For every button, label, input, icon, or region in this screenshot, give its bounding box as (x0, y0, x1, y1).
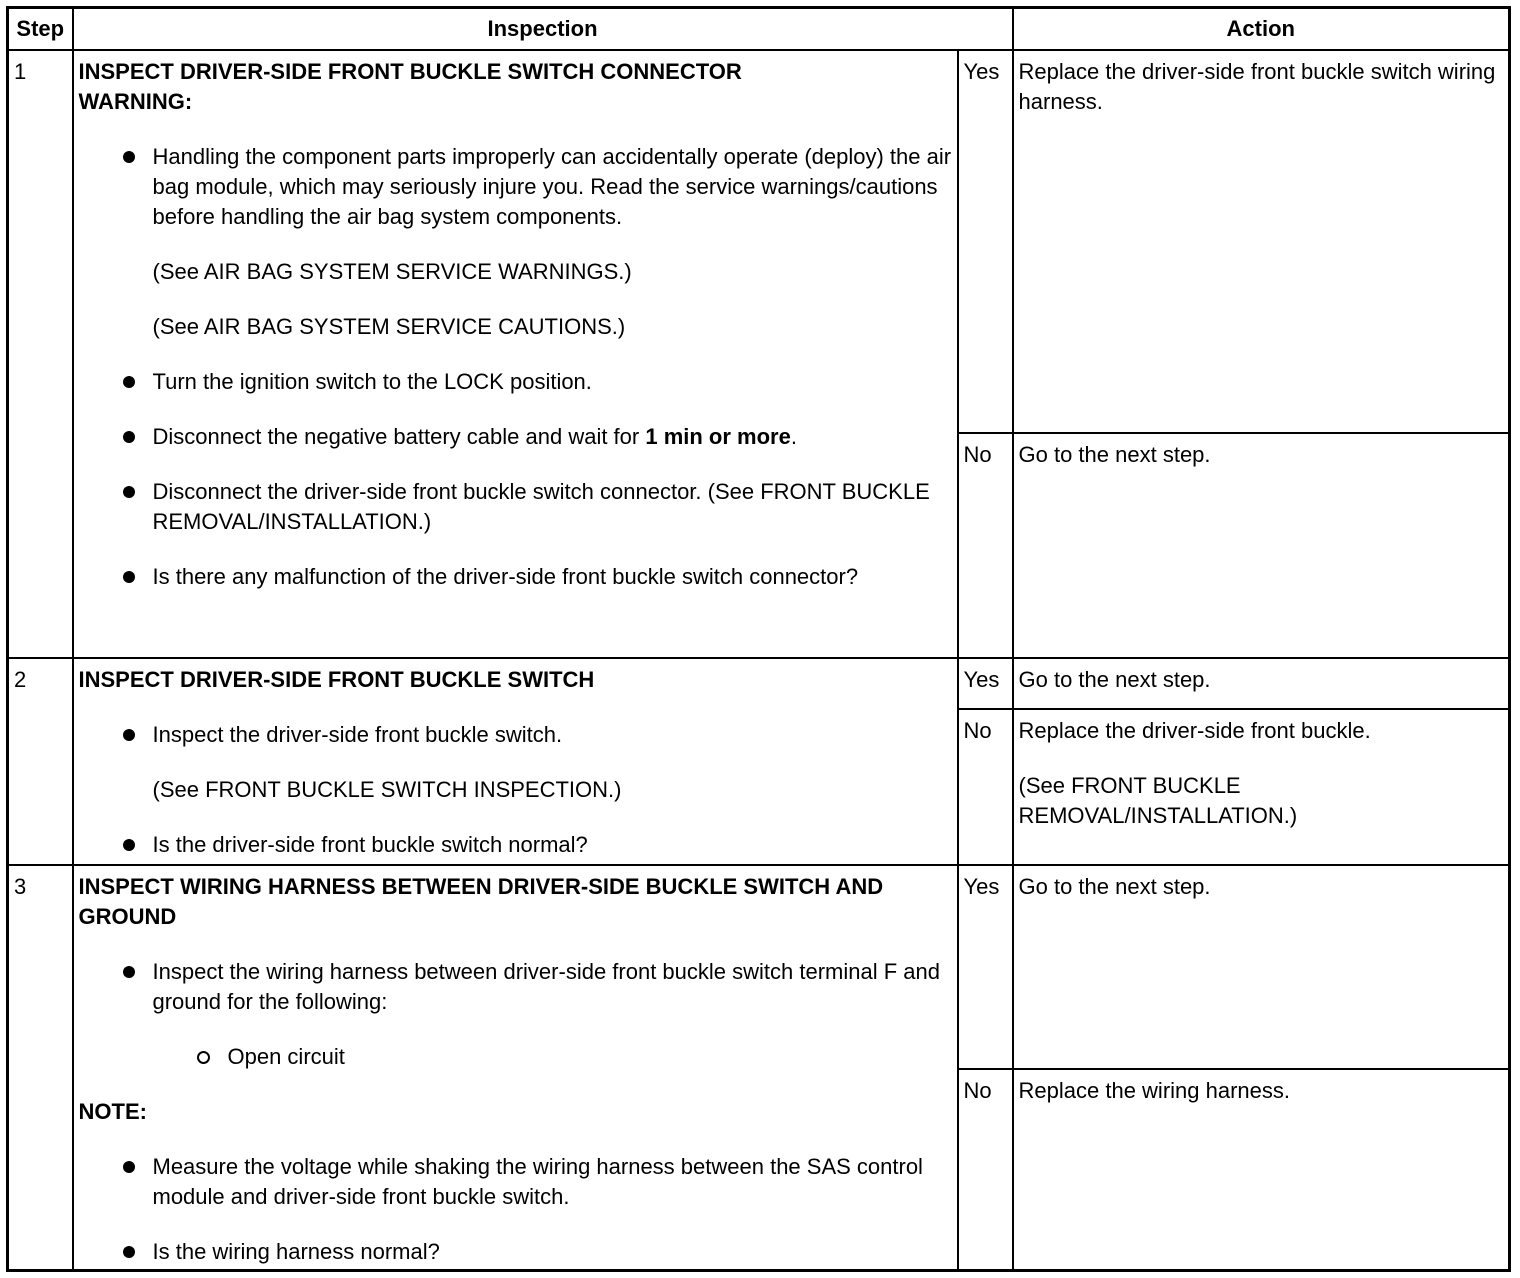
bullet-item: Is the driver-side front buckle switch normal? (79, 830, 952, 860)
step-2-inspection (73, 658, 958, 865)
reference-text: (See AIR BAG SYSTEM SERVICE CAUTIONS.) (152, 314, 626, 339)
step-title: INSPECT DRIVER-SIDE FRONT BUCKLE SWITCH CONNECTOR (78, 59, 742, 84)
reference-text: (See FRONT BUCKLE REMOVAL/INSTALLATION.) (1018, 773, 1298, 828)
step-3-inspection (73, 865, 958, 1271)
header-step: Step (8, 8, 73, 51)
action-yes: Replace the driver-side front buckle switch wiring harness. (1013, 50, 1510, 433)
warning-label: WARNING: (78, 89, 193, 114)
result-no: No (958, 709, 1013, 865)
bullet-item: Disconnect the driver-side front buckle switch connector. (See FRONT BUCKLE REMOVAL/INSTALLATION.) (79, 477, 952, 537)
bullet-list (79, 1237, 952, 1267)
bullet-item: Measure the voltage while shaking the wiring harness between the SAS control module and driver-side front buckle switch. (79, 1152, 952, 1212)
bullet-item: Inspect the driver-side front buckle switch. (79, 720, 952, 750)
diagnostic-table (6, 6, 1511, 1272)
action-yes: Go to the next step. (1013, 865, 1510, 1069)
sub-bullet-list (79, 1042, 952, 1072)
step-number: 1 (8, 50, 73, 658)
bullet-item: Turn the ignition switch to the LOCK position. (79, 367, 952, 397)
result-no: No (958, 433, 1013, 658)
result-yes: Yes (958, 658, 1013, 709)
step-1-inspection (73, 50, 958, 658)
result-no: No (958, 1069, 1013, 1271)
step-number: 3 (8, 865, 73, 1271)
header-inspection: Inspection (73, 8, 1013, 51)
step-1-yes-row (8, 50, 1510, 433)
bullet-list (79, 422, 952, 452)
result-yes: Yes (958, 50, 1013, 433)
action-yes: Go to the next step. (1013, 658, 1510, 709)
bullet-item: Inspect the wiring harness between driver-side front buckle switch terminal F and ground for the following: (79, 957, 952, 1017)
bullet-item: Handling the component parts improperly can accidentally operate (deploy) the air bag module, which may seriously injure you. Read the service warnings/cautions before handling the air bag system components. (79, 142, 952, 232)
step-title: INSPECT DRIVER-SIDE FRONT BUCKLE SWITCH (78, 667, 595, 692)
bullet-item: Is there any malfunction of the driver-side front buckle switch connector? (79, 562, 952, 592)
step-number: 2 (8, 658, 73, 865)
bullet-list (79, 562, 952, 592)
bullet-list (79, 720, 952, 750)
result-yes: Yes (958, 865, 1013, 1069)
bullet-item: Is the wiring harness normal? (79, 1237, 952, 1267)
note-label: NOTE: (78, 1099, 147, 1124)
bullet-list (79, 830, 952, 860)
bullet-text: Disconnect the negative battery cable and wait for (152, 424, 646, 449)
bullet-list (79, 957, 952, 1017)
step-2-yes-row (8, 658, 1510, 709)
step-3-yes-row (8, 865, 1510, 1069)
bullet-list (79, 477, 952, 537)
bullet-list (79, 1152, 952, 1212)
header-action: Action (1013, 8, 1510, 51)
action-no: Go to the next step. (1013, 433, 1510, 658)
action-no (1013, 709, 1510, 865)
emphasis-text: 1 min or more (645, 424, 791, 449)
bullet-list (79, 367, 952, 397)
reference-text: (See FRONT BUCKLE SWITCH INSPECTION.) (152, 777, 622, 802)
bullet-item (79, 422, 952, 452)
action-no: Replace the wiring harness. (1013, 1069, 1510, 1271)
sub-bullet-item: Open circuit (79, 1042, 952, 1072)
bullet-list (79, 142, 952, 232)
step-title: INSPECT WIRING HARNESS BETWEEN DRIVER-SIDE BUCKLE SWITCH AND GROUND (78, 874, 884, 929)
bullet-text-end: . (790, 424, 797, 449)
reference-text: (See AIR BAG SYSTEM SERVICE WARNINGS.) (152, 259, 632, 284)
header-row (8, 8, 1510, 51)
action-text: Replace the driver-side front buckle. (1018, 718, 1371, 743)
